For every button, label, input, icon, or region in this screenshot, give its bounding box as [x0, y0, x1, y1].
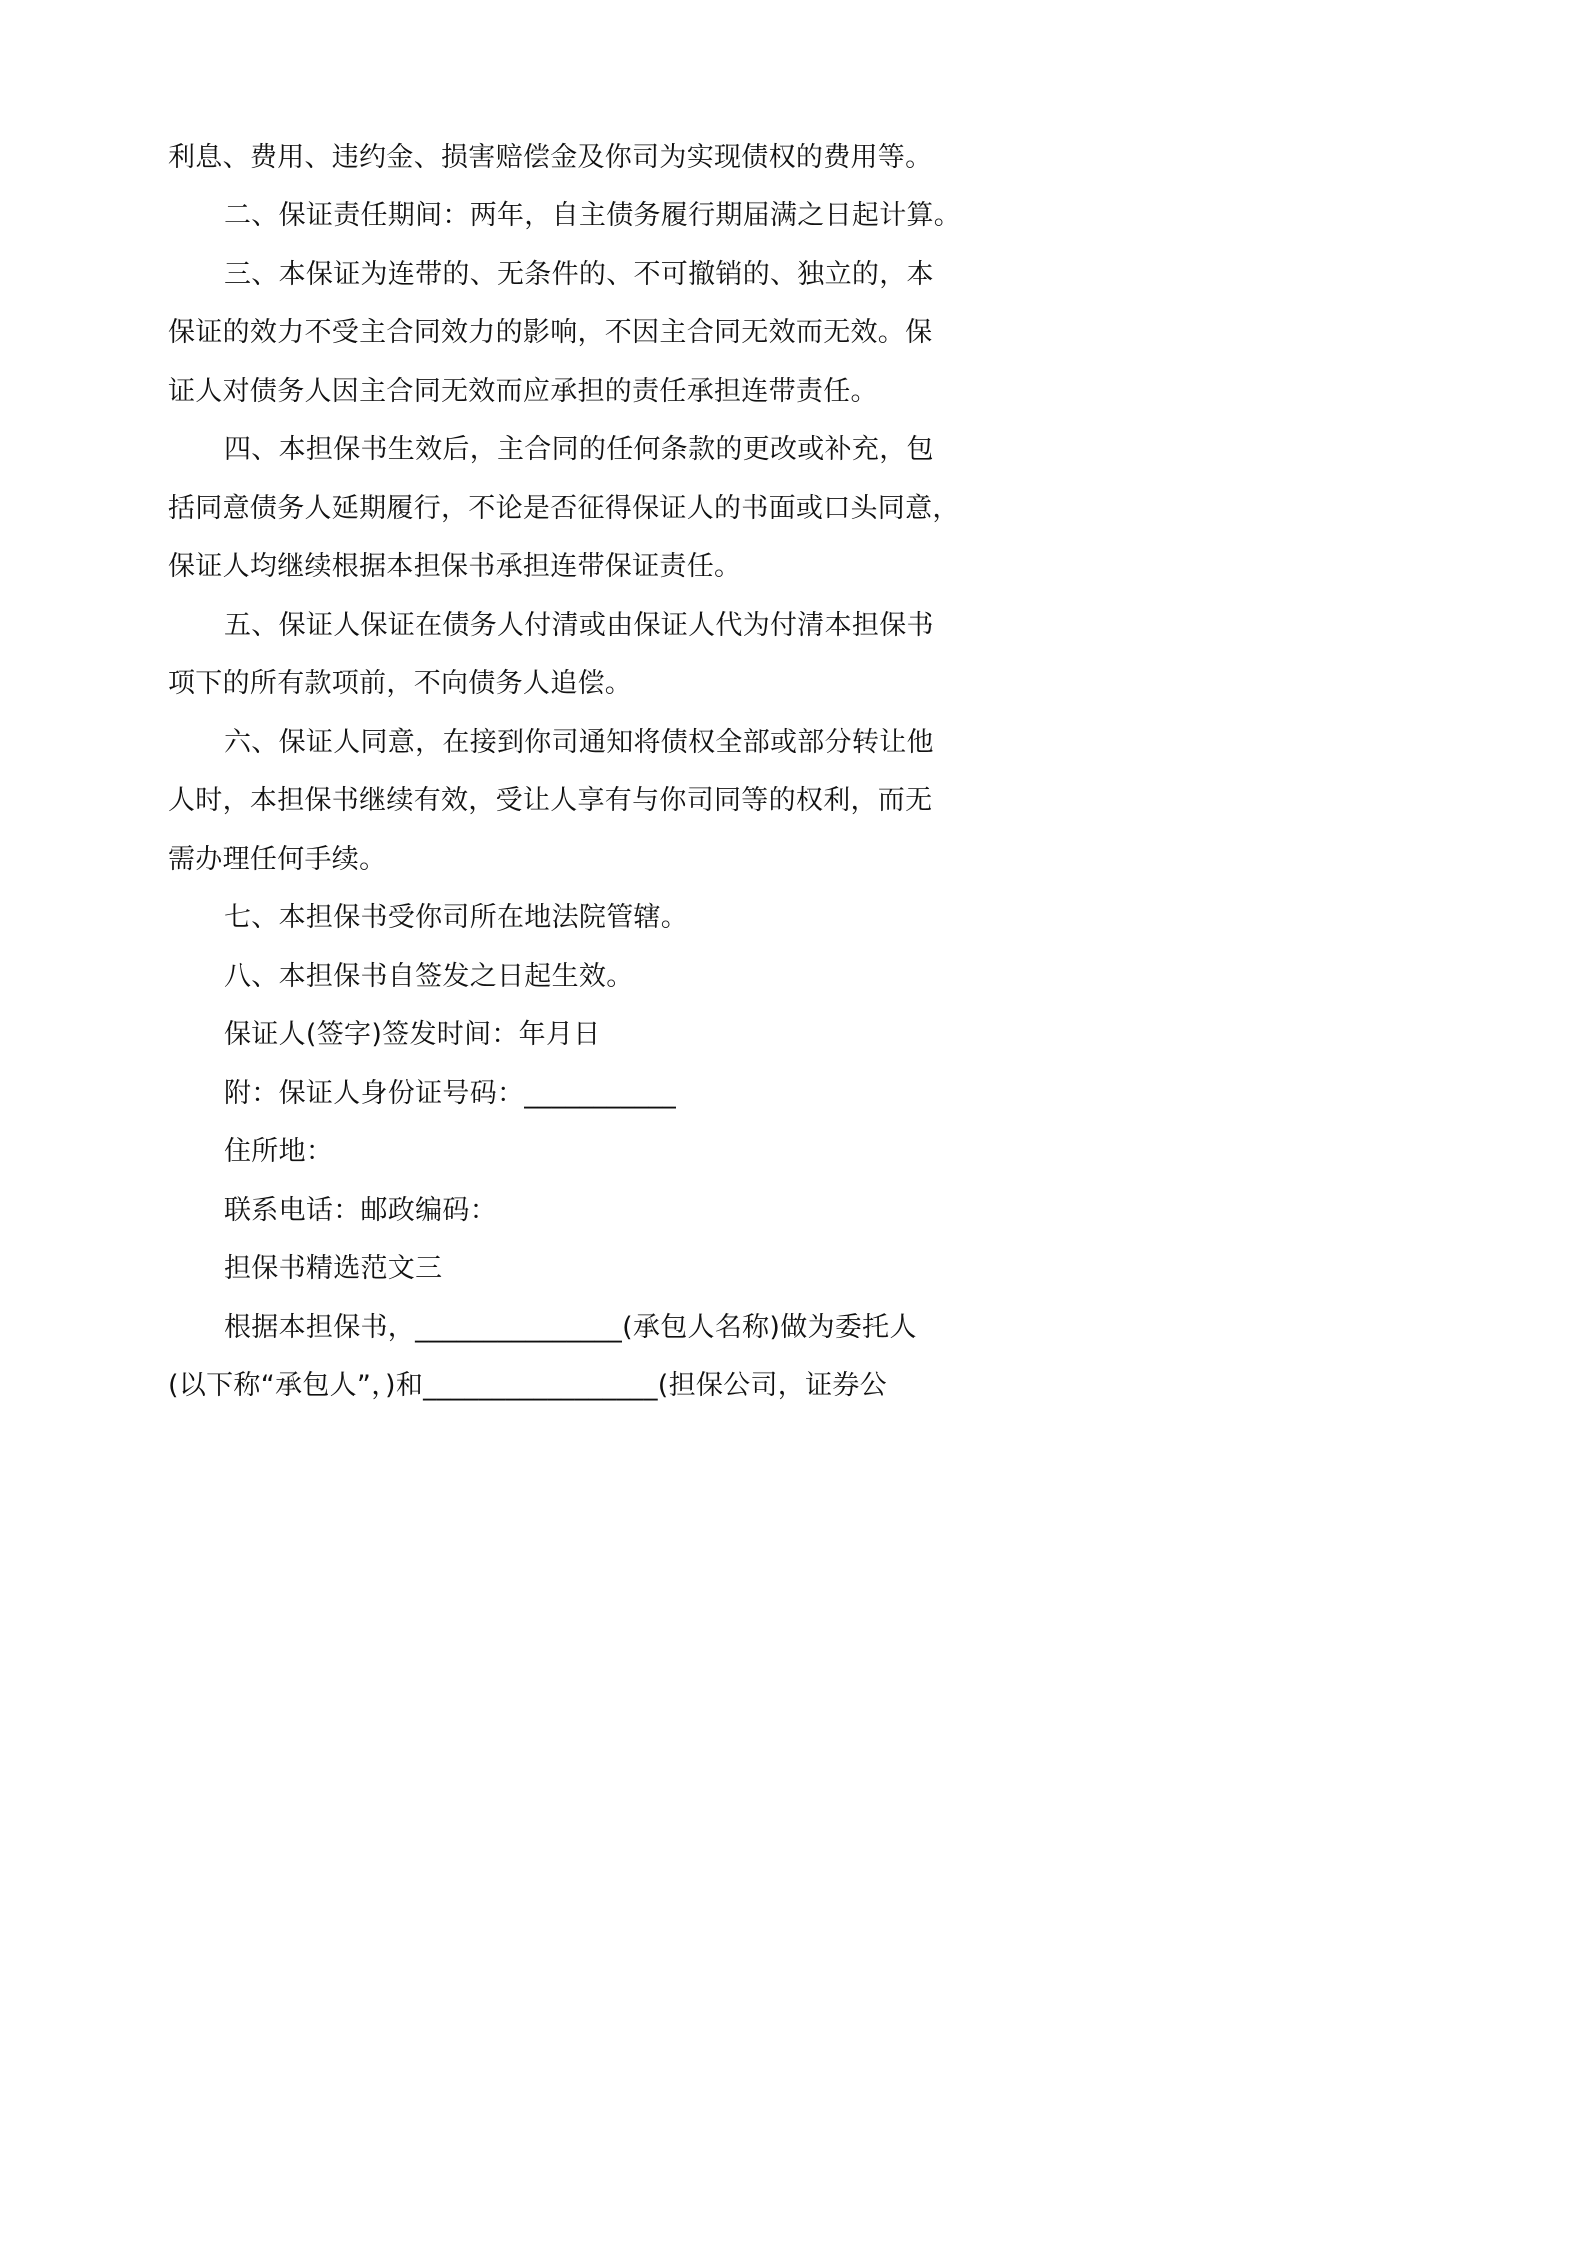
clause-3: 三、本保证为连带的、无条件的、不可撤销的、独立的，本 — [224, 259, 934, 290]
address-line: 住所地： — [224, 1136, 334, 1167]
text-line: 保证的效力不受主合同效力的影响，不因主合同无效而无效。保 — [168, 317, 933, 348]
signature-line: 保证人(签字)签发时间：年月日 — [224, 1019, 601, 1050]
clause-4: 四、本担保书生效后，主合同的任何条款的更改或补充，包 — [224, 434, 934, 465]
text-line: 项下的所有款项前，不向债务人追偿。 — [168, 668, 633, 699]
clause-5: 五、保证人保证在债务人付清或由保证人代为付清本担保书 — [224, 610, 934, 641]
text-line: 需办理任何手续。 — [168, 844, 387, 875]
contact-line: 联系电话：邮政编码： — [224, 1195, 497, 1226]
clause-2: 二、保证责任期间：两年，自主债务履行期届满之日起计算。 — [224, 200, 962, 231]
section-heading: 担保书精选范文三 — [224, 1253, 443, 1284]
text-line: 括同意债务人延期履行，不论是否征得保证人的书面或口头同意， — [168, 493, 960, 524]
text-line: 利息、费用、违约金、损害赔偿金及你司为实现债权的费用等。 — [168, 142, 933, 173]
text-line: (以下称“承包人”，)和_________________(担保公司，证券公 — [168, 1370, 887, 1401]
clause-8: 八、本担保书自签发之日起生效。 — [224, 961, 634, 992]
document-page — [0, 0, 1092, 1545]
text-line: 根据本担保书，_______________(承包人名称)做为委托人 — [224, 1312, 917, 1343]
clause-6: 六、保证人同意，在接到你司通知将债权全部或部分转让他 — [224, 727, 934, 758]
text-line: 保证人均继续根据本担保书承担连带保证责任。 — [168, 551, 742, 582]
text-line: 证人对债务人因主合同无效而应承担的责任承担连带责任。 — [168, 376, 878, 407]
text-line: 人时，本担保书继续有效，受让人享有与你司同等的权利，而无 — [168, 785, 933, 816]
id-number-line: 附：保证人身份证号码：___________ — [224, 1078, 677, 1109]
clause-7: 七、本担保书受你司所在地法院管辖。 — [224, 902, 689, 933]
